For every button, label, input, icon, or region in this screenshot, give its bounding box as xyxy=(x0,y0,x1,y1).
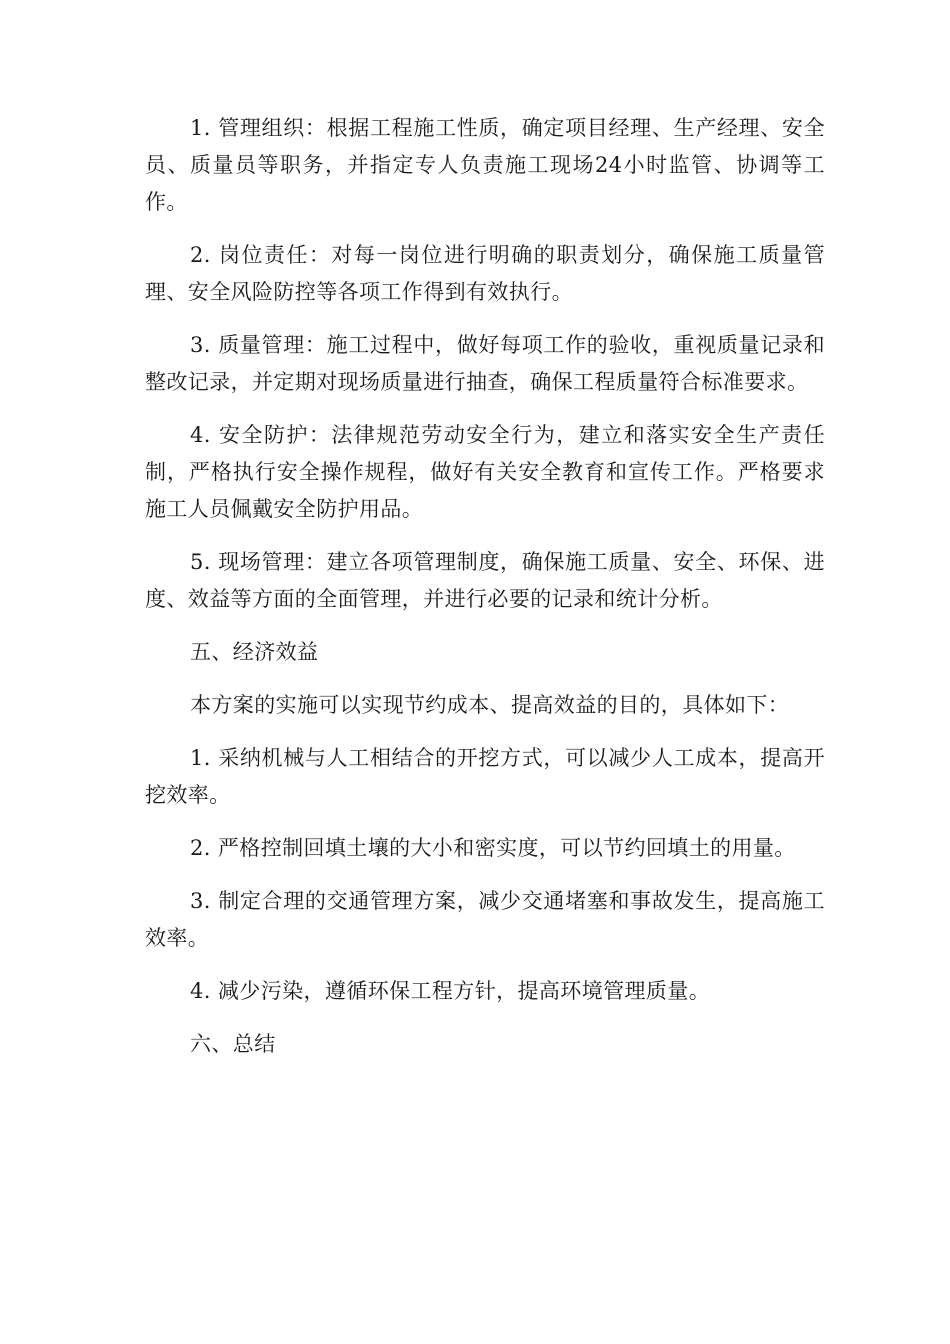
paragraph-benefits-intro: 本方案的实施可以实现节约成本、提高效益的目的，具体如下： xyxy=(190,693,790,717)
paragraph-job-responsibility: 2. 岗位责任：对每一岗位进行明确的职责划分，确保施工质量管理、安全风险防控等各项工作得到有效执行。 xyxy=(145,243,825,304)
paragraph-quality-management: 3. 质量管理：施工过程中，做好每项工作的验收，重视质量记录和整改记录，并定期对现场质量进行抽查，确保工程质量符合标准要求。 xyxy=(145,333,825,394)
paragraph-benefit-backfill: 2. 严格控制回填土壤的大小和密实度，可以节约回填土的用量。 xyxy=(190,836,796,860)
paragraph-safety-protection: 4. 安全防护：法律规范劳动安全行为，建立和落实安全生产责任制，严格执行安全操作规程，做好有关安全教育和宣传工作。严格要求施工人员佩戴安全防护用品。 xyxy=(145,423,825,521)
paragraph-benefit-environment: 4. 减少污染，遵循环保工程方针，提高环境管理质量。 xyxy=(190,979,711,1003)
paragraph-site-management: 5. 现场管理：建立各项管理制度，确保施工质量、安全、环保、进度、效益等方面的全面管理，并进行必要的记录和统计分析。 xyxy=(145,550,825,611)
paragraph-benefit-traffic: 3. 制定合理的交通管理方案，减少交通堵塞和事故发生，提高施工效率。 xyxy=(145,889,825,950)
paragraph-management-organization: 1. 管理组织：根据工程施工性质，确定项目经理、生产经理、安全员、质量员等职务，并指定专人负责施工现场24小时监管、协调等工作。 xyxy=(145,116,825,214)
document-body xyxy=(145,110,825,1079)
section-heading-summary: 六、总结 xyxy=(190,1032,276,1056)
section-heading-economic-benefits: 五、经济效益 xyxy=(190,640,319,664)
paragraph-benefit-excavation: 1. 采纳机械与人工相结合的开挖方式，可以减少人工成本，提高开挖效率。 xyxy=(145,746,825,807)
